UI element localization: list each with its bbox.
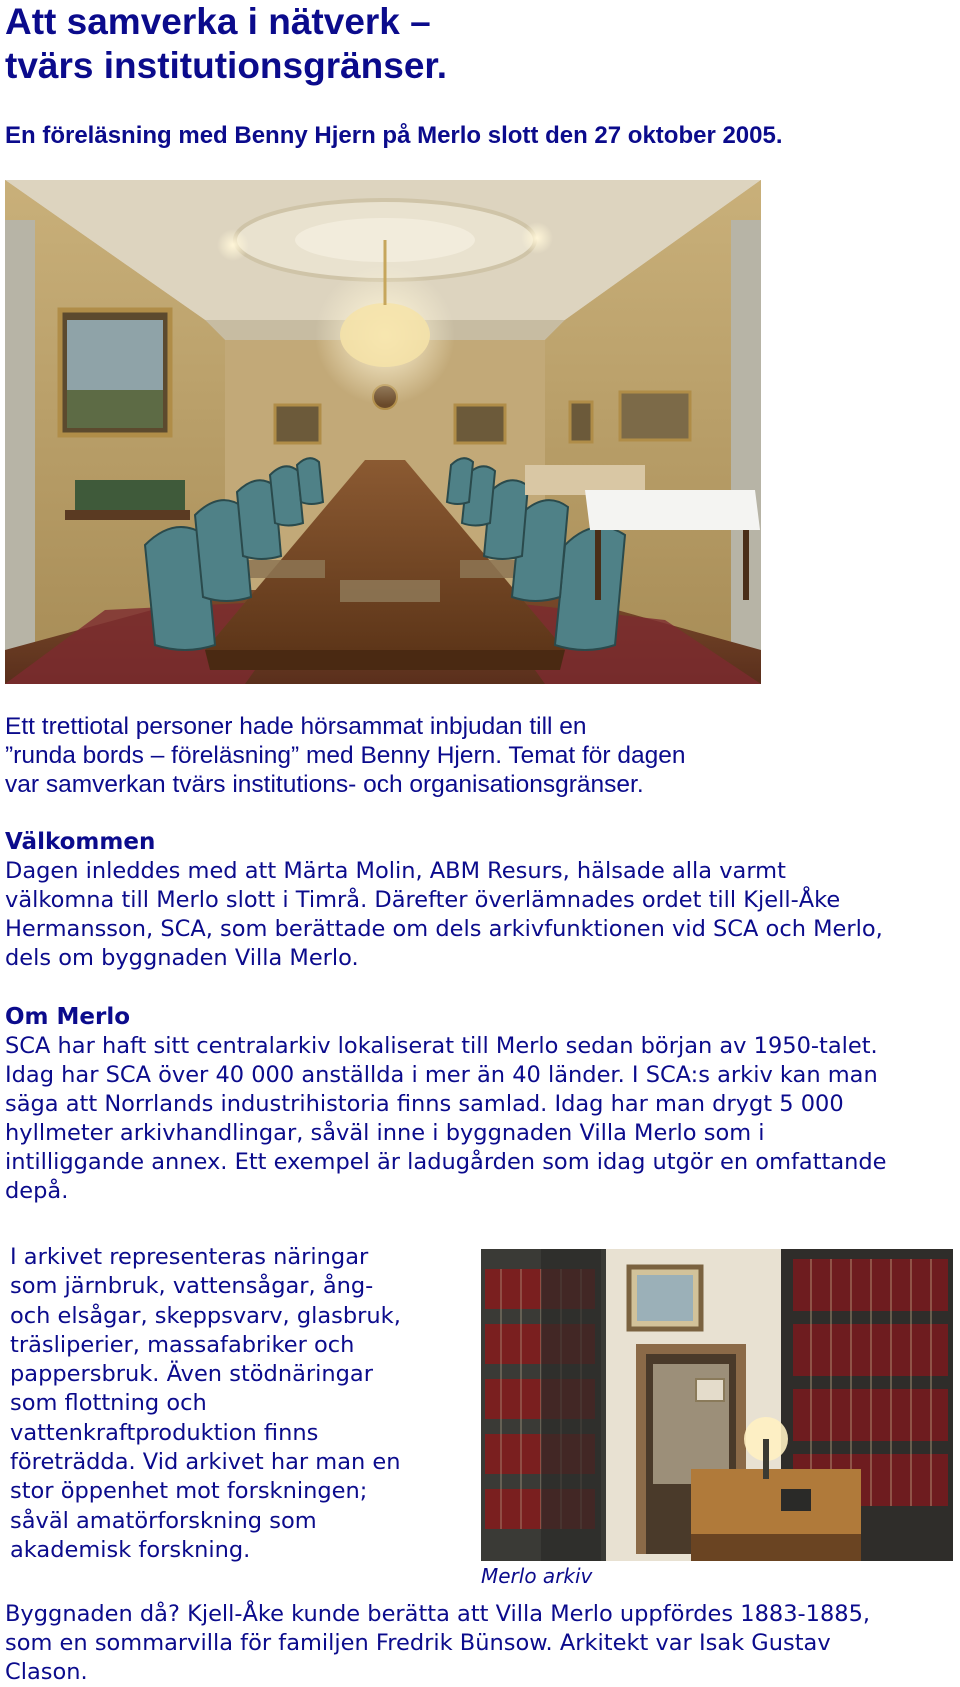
intro-paragraph bbox=[5, 712, 686, 799]
om-merlo-line: SCA har haft sitt centralarkiv lokaliserat till Merlo sedan början av 1950-talet. bbox=[5, 1033, 878, 1059]
intro-line: Ett trettiotal personer hade hörsammat inbjudan till en bbox=[5, 713, 587, 740]
building-line: Byggnaden då? Kjell-Åke kunde berätta att Villa Merlo uppfördes 1883-1885, bbox=[5, 1601, 871, 1627]
om-merlo-line: säga att Norrlands industrihistoria finns samlad. Idag har man drygt 5 000 bbox=[5, 1091, 844, 1117]
conference-room-photo bbox=[5, 180, 761, 684]
title-line: Att samverka i nätverk – bbox=[5, 1, 431, 42]
om-merlo-line: hyllmeter arkivhandlingar, såväl inne i byggnaden Villa Merlo som i bbox=[5, 1120, 765, 1146]
archive-line: och elsågar, skeppsvarv, glasbruk, bbox=[10, 1302, 401, 1329]
welcome-line: Dagen inleddes med att Märta Molin, ABM Resurs, hälsade alla varmt bbox=[5, 858, 786, 884]
archive-line: stor öppenhet mot forskningen; bbox=[10, 1478, 368, 1505]
intro-line: var samverkan tvärs institutions- och organisationsgränser. bbox=[5, 771, 644, 798]
welcome-line: dels om byggnaden Villa Merlo. bbox=[5, 945, 359, 971]
om-merlo-line: Idag har SCA över 40 000 anställda i mer än 40 länder. I SCA:s arkiv kan man bbox=[5, 1062, 878, 1088]
title-line: tvärs institutionsgränser. bbox=[5, 45, 448, 86]
page-subtitle: En föreläsning med Benny Hjern på Merlo slott den 27 oktober 2005. bbox=[5, 122, 783, 149]
building-line: som en sommarvilla för familjen Fredrik Bünsow. Arkitekt var Isak Gustav bbox=[5, 1630, 831, 1656]
welcome-line: välkomna till Merlo slott i Timrå. Därefter överlämnades ordet till Kjell-Åke bbox=[5, 887, 841, 913]
archive-photo-caption: Merlo arkiv bbox=[481, 1564, 593, 1588]
om-merlo-line: depå. bbox=[5, 1178, 69, 1204]
welcome-heading: Välkommen bbox=[5, 829, 156, 855]
archive-line: akademisk forskning. bbox=[10, 1536, 251, 1563]
archive-line: företrädda. Vid arkivet har man en bbox=[10, 1449, 401, 1476]
archive-line: såväl amatörforskning som bbox=[10, 1507, 317, 1534]
archive-line: träsliperier, massafabriker och bbox=[10, 1331, 355, 1358]
archive-line: som flottning och bbox=[10, 1390, 207, 1417]
archive-line: I arkivet representeras näringar bbox=[10, 1244, 369, 1270]
intro-line: ”runda bords – föreläsning” med Benny Hjern. Temat för dagen bbox=[5, 742, 686, 769]
page-title bbox=[5, 0, 905, 88]
building-paragraph bbox=[5, 1600, 870, 1687]
archive-paragraph bbox=[10, 1243, 450, 1565]
welcome-paragraph bbox=[5, 857, 883, 973]
archive-room-photo bbox=[481, 1249, 953, 1561]
om-merlo-paragraph bbox=[5, 1032, 887, 1206]
welcome-line: Hermansson, SCA, som berättade om dels arkivfunktionen vid SCA och Merlo, bbox=[5, 916, 883, 942]
archive-line: pappersbruk. Även stödnäringar bbox=[10, 1361, 373, 1388]
archive-line: vattenkraftproduktion finns bbox=[10, 1419, 319, 1446]
om-merlo-line: intilliggande annex. Ett exempel är ladugården som idag utgör en omfattande bbox=[5, 1149, 887, 1175]
om-merlo-heading: Om Merlo bbox=[5, 1004, 131, 1030]
building-line: Clason. bbox=[5, 1659, 88, 1685]
archive-line: som järnbruk, vattensågar, ång- bbox=[10, 1273, 374, 1300]
